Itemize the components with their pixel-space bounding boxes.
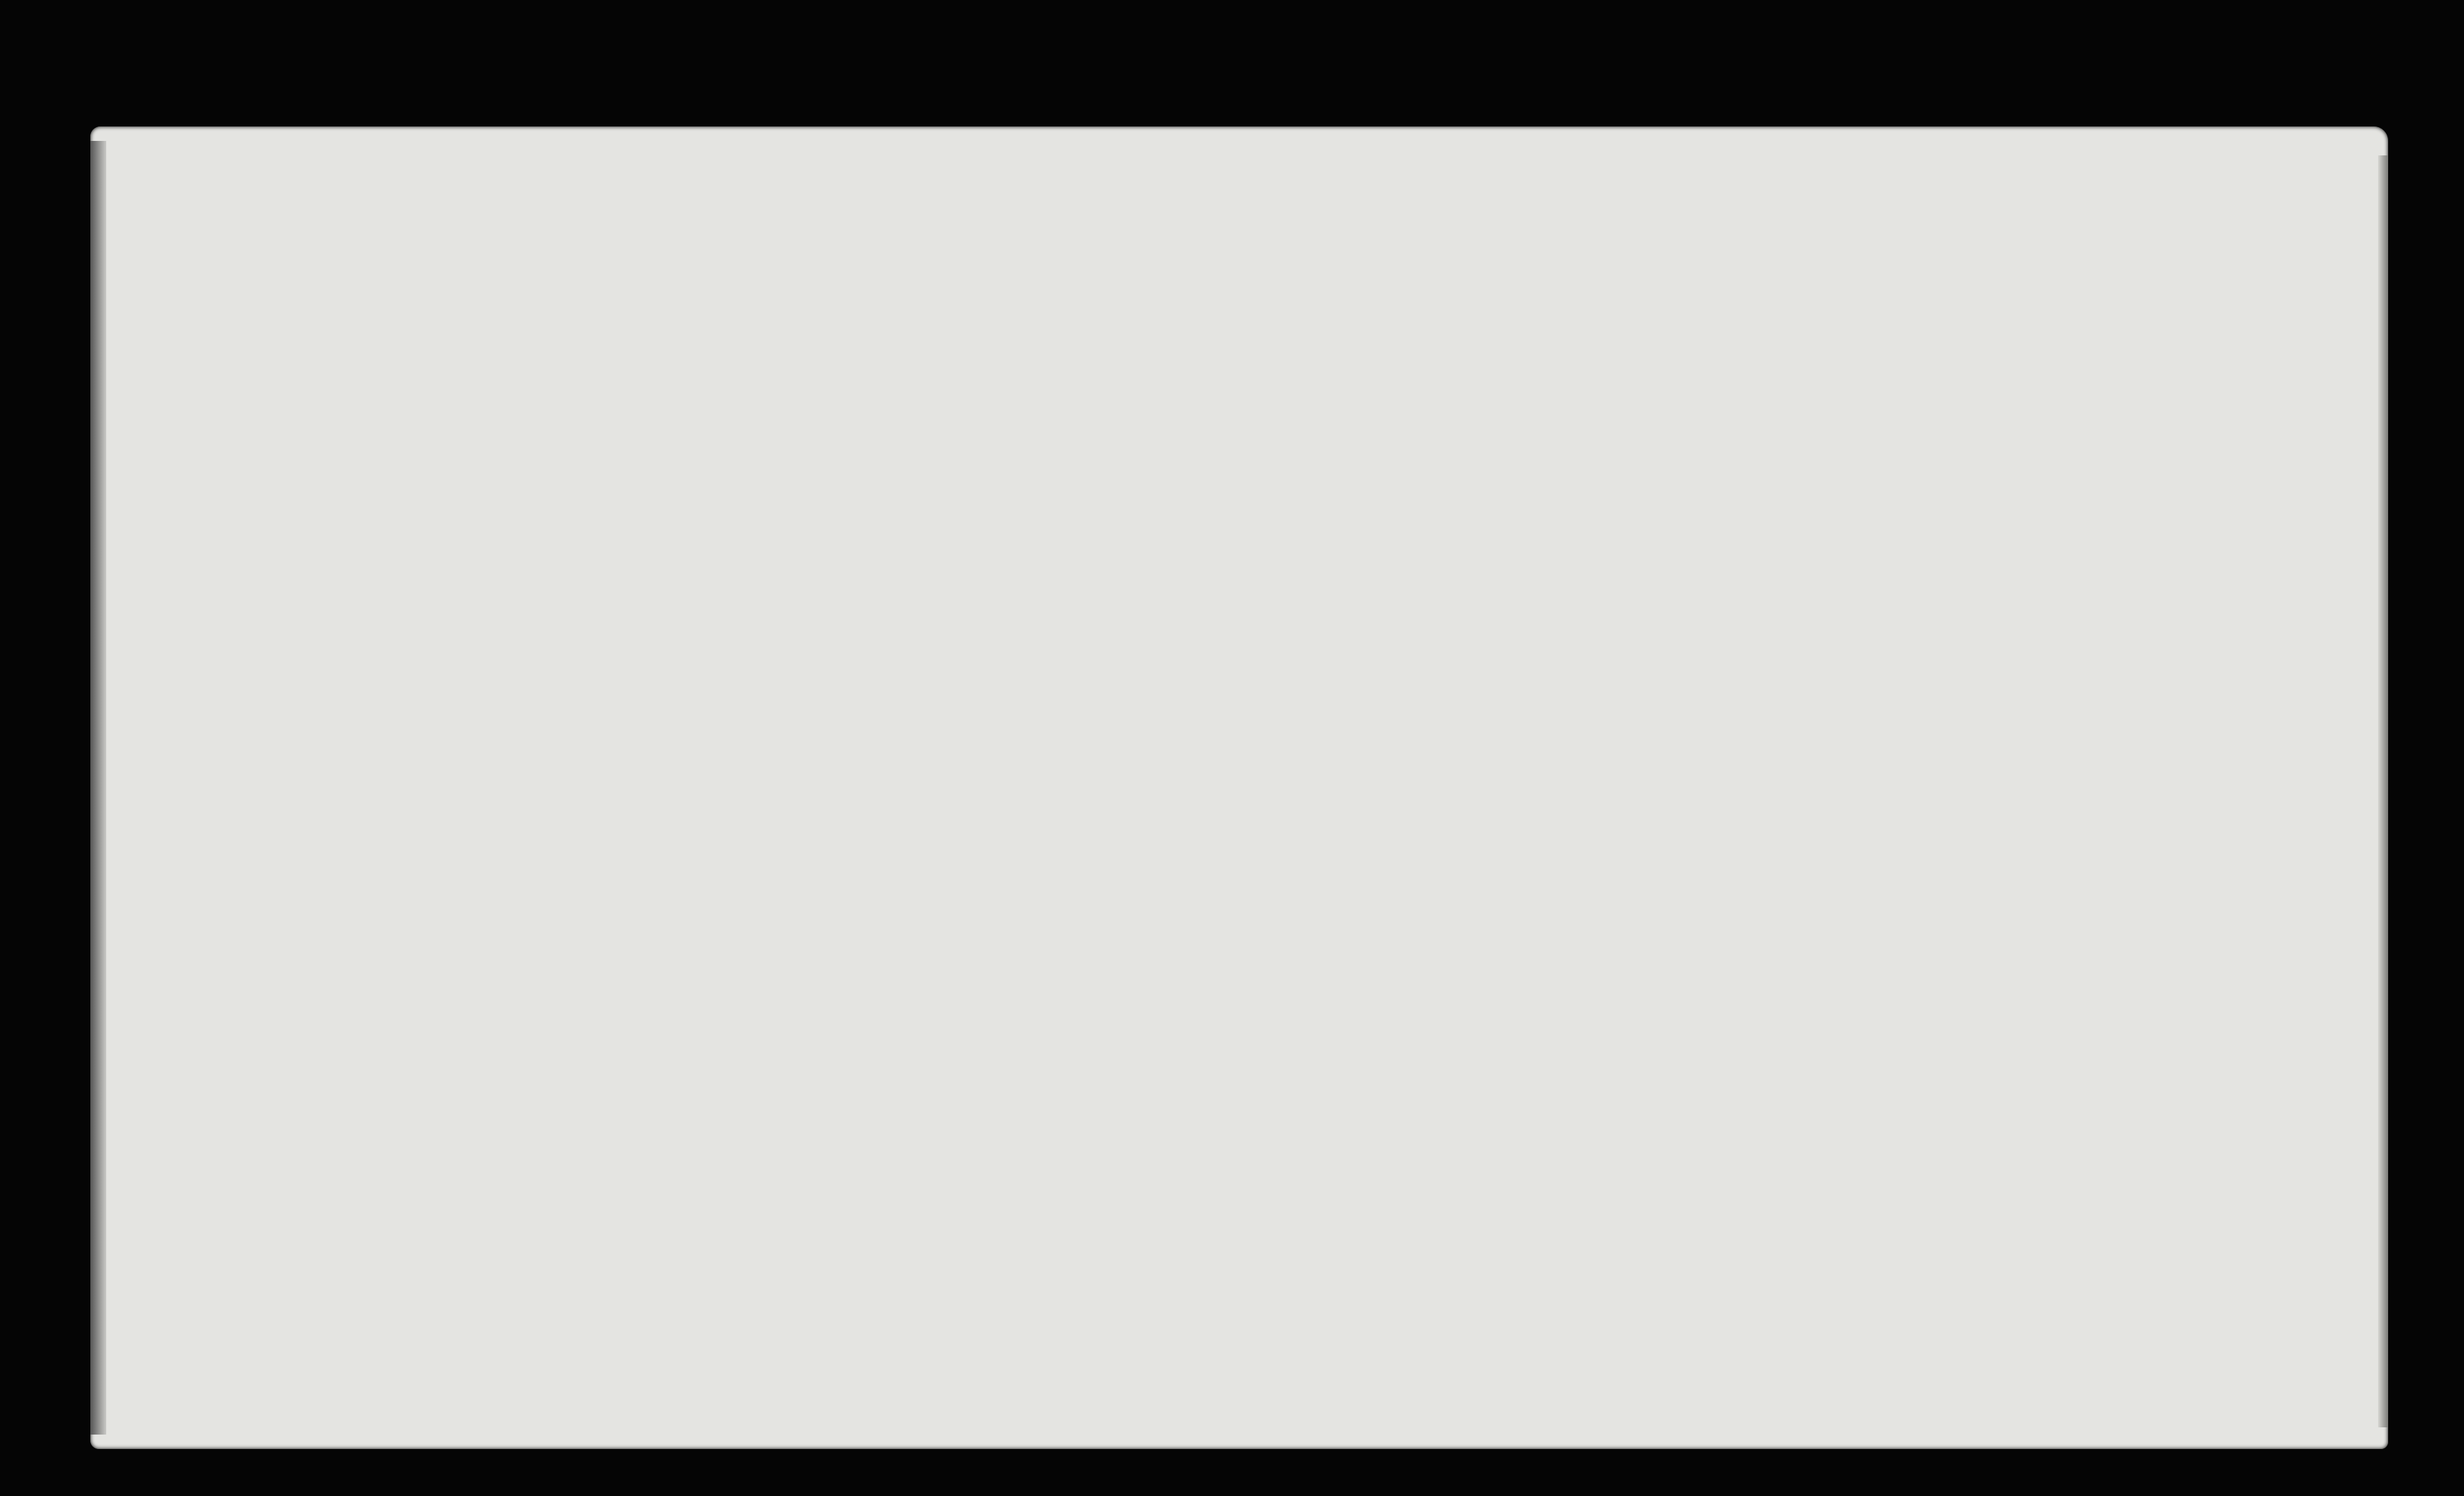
form-table bbox=[90, 126, 2388, 1449]
census-card bbox=[90, 126, 2388, 1449]
